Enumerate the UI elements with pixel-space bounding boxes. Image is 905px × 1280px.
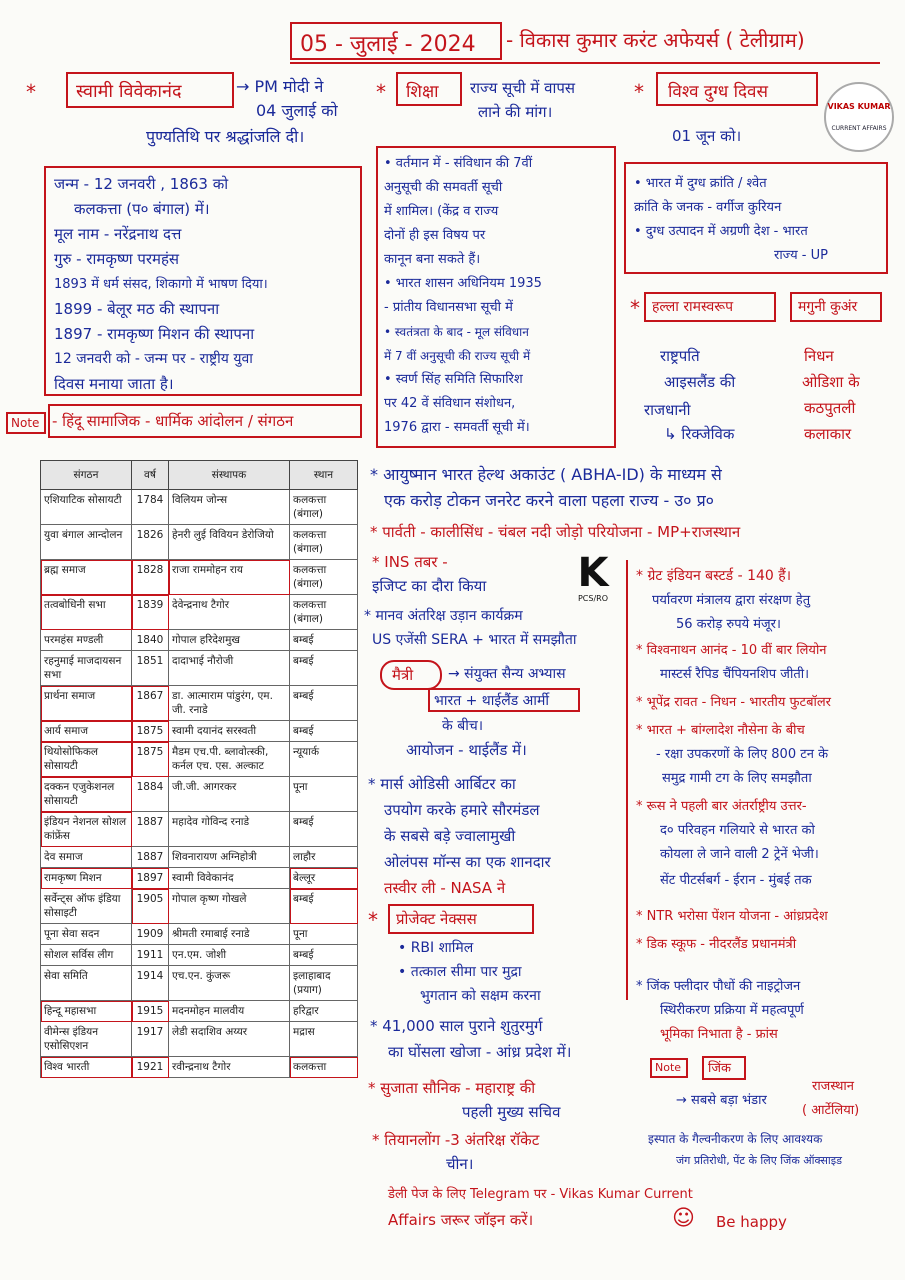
table-cell: सोशल सर्विस लीग — [41, 945, 132, 966]
table-cell: 1839 — [132, 595, 169, 630]
zinc-note-label: Note — [655, 1061, 682, 1074]
table-header-row — [41, 461, 358, 490]
table-row — [41, 945, 358, 966]
vivekanand-line: कलकत्ता (प० बंगाल) में। — [74, 200, 210, 218]
table-cell: रहनुमाई माजदायसन सभा — [41, 651, 132, 686]
shiksha-line: अनुसूची की समवर्ती सूची — [384, 180, 503, 195]
milk-line: राज्य - UP — [774, 248, 828, 263]
shiksha-line: • वर्तमान में - संविधान की 7वीं — [384, 156, 533, 171]
vivekanand-lines — [54, 172, 268, 397]
bustard-line-3: 56 करोड़ रुपये मंजूर। — [676, 617, 781, 632]
note-label-box — [6, 412, 46, 434]
table-cell: जी.जी. आगरकर — [169, 777, 290, 812]
table-cell: शिवनारायण अग्निहोत्री — [169, 847, 290, 868]
milk-date: 01 जून को। — [672, 127, 742, 145]
note-text: - हिंदू सामाजिक - धार्मिक आंदोलन / संगठन — [52, 412, 294, 430]
table-cell: बम्बई — [290, 630, 358, 651]
space-line-2: US एजेंसी SERA + भारत में समझौता — [372, 632, 577, 648]
table-cell: राजा राममोहन राय — [169, 560, 290, 595]
halla-heading: हल्ला रामस्वरूप — [652, 299, 734, 315]
note-label: Note — [11, 416, 40, 430]
table-cell: लाहौर — [290, 847, 358, 868]
table-cell: प्रार्थना समाज — [41, 686, 132, 721]
shiksha-heading: शिक्षा — [406, 82, 439, 102]
star-icon: * — [26, 80, 36, 104]
mars-line-4: ओलंपस मॉन्स का एक शानदार — [384, 853, 551, 871]
table-cell: दक्कन एजुकेशनल सोसायटी — [41, 777, 132, 812]
milk-lines — [634, 172, 828, 268]
vivekanand-details-box — [44, 166, 362, 396]
shiksha-line: पर 42 वें संविधान संशोधन, — [384, 396, 516, 411]
vivekanand-line: गुरु - रामकृष्ण परमहंस — [54, 250, 180, 268]
sujata-line-2: पहली मुख्य सचिव — [462, 1103, 561, 1121]
table-cell: कलकत्ता (बंगाल) — [290, 490, 358, 525]
mars-line-3: के सबसे बड़े ज्वालामुखी — [384, 827, 516, 845]
tiyan-line-1: * तियानलोंग -3 अंतरिक्ष रॉकेट — [372, 1131, 540, 1149]
table-cell: 1884 — [132, 777, 169, 812]
vivekanand-heading: स्वामी विवेकानंद — [76, 81, 182, 102]
table-body — [41, 490, 358, 1078]
zinc-note-line-1: → सबसे बड़ा भंडार — [676, 1093, 767, 1108]
milk-line: क्रांति के जनक - वर्गीज कुरियन — [634, 200, 782, 215]
shiksha-line: 1976 द्वारा - समवर्ती सूची में। — [384, 420, 530, 435]
zinc-note-line-5: जंग प्रतिरोधी, पेंट के लिए जिंक ऑक्साइड — [676, 1154, 843, 1167]
table-cell: 1887 — [132, 812, 169, 847]
milk-heading-box — [656, 72, 818, 106]
zinc-line-2: स्थिरीकरण प्रक्रिया में महत्वपूर्ण — [660, 1003, 804, 1018]
star-icon: * — [634, 80, 644, 104]
russia-line-2: द० परिवहन गलियारे से भारत को — [660, 823, 815, 838]
zinc-note-line-4: इस्पात के गैल्वनीकरण के लिए आवश्यक — [648, 1132, 823, 1146]
halla-line-1: राष्ट्रपति — [660, 347, 700, 365]
maitree-line-4: आयोजन - थाईलैंड में। — [406, 741, 527, 759]
table-cell: बम्बई — [290, 889, 358, 924]
table-row — [41, 966, 358, 1001]
table-cell: कलकत्ता (बंगाल) — [290, 595, 358, 630]
organizations-table — [40, 460, 358, 1078]
zinc-note-label-box — [650, 1058, 688, 1078]
title-underline — [290, 62, 880, 64]
table-row — [41, 686, 358, 721]
table-cell: कलकत्ता (बंगाल) — [290, 525, 358, 560]
table-cell: स्वामी दयानंद सरस्वती — [169, 721, 290, 742]
ntr-line: * NTR भरोसा पेंशन योजना - आंध्रप्रदेश — [636, 909, 828, 924]
halla-line-3: राजधानी — [644, 401, 691, 419]
table-cell: 1921 — [132, 1057, 169, 1078]
magni-heading: मगुनी कुअंर — [798, 299, 858, 315]
note-text-box — [48, 404, 362, 438]
table-cell: मैडम एच.पी. ब्लावोत्स्की, कर्नल एच. एस. अल्काट — [169, 742, 290, 777]
table-cell: सर्वेन्ट्स ऑफ इंडिया सोसाइटी — [41, 889, 132, 924]
zinc-note-line-3: ( आर्टेलिया) — [802, 1103, 860, 1118]
table-header: संस्थापक — [169, 461, 290, 490]
table-cell: परमहंस मण्डली — [41, 630, 132, 651]
nexus-line-1: • RBI शामिल — [398, 940, 474, 956]
table-cell: डा. आत्माराम पांडुरंग, एम. जी. रनाडे — [169, 686, 290, 721]
table-row — [41, 924, 358, 945]
table-row — [41, 595, 358, 630]
table-cell: पूना सेवा सदन — [41, 924, 132, 945]
logo-line-1: VIKAS KUMAR — [827, 102, 891, 111]
vivekanand-line: 1899 - बेलूर मठ की स्थापना — [54, 300, 220, 318]
ostrich-line-1: * 41,000 साल पुराने शुतुरमुर्ग — [370, 1017, 543, 1035]
parvati-line: * पार्वती - कालीसिंध - चंबल नदी जोड़ो परियोजना - MP+राजस्थान — [370, 523, 741, 541]
shiksha-arrow-1: राज्य सूची में वापस — [470, 79, 576, 97]
table-row — [41, 1001, 358, 1022]
shiksha-line: दोनों ही इस विषय पर — [384, 228, 486, 243]
table-cell: महादेव गोविन्द रनाडे — [169, 812, 290, 847]
table-header: संगठन — [41, 461, 132, 490]
vivekanand-line: मूल नाम - नरेंद्रनाथ दत्त — [54, 225, 182, 243]
navy-line-3: समुद्र गामी टग के लिए समझौता — [662, 771, 812, 786]
vivekanand-line: जन्म - 12 जनवरी , 1863 को — [54, 175, 229, 193]
table-cell: रवीन्द्रनाथ टैगोर — [169, 1057, 290, 1078]
table-cell: 1851 — [132, 651, 169, 686]
table-cell: देवेन्द्रनाथ टैगोर — [169, 595, 290, 630]
table-cell: 1875 — [132, 742, 169, 777]
russia-line-3: कोयला ले जाने वाली 2 ट्रेनें भेजी। — [660, 847, 819, 862]
table-cell: 1887 — [132, 847, 169, 868]
shiksha-line: कानून बना सकते हैं। — [384, 252, 481, 267]
be-happy: Be happy — [716, 1213, 787, 1231]
table-cell: थियोसोफिकल सोसायटी — [41, 742, 132, 777]
shiksha-lines — [384, 152, 542, 440]
table-row — [41, 525, 358, 560]
table-row — [41, 1022, 358, 1057]
ostrich-line-2: का घोंसला खोजा - आंध्र प्रदेश में। — [388, 1043, 572, 1061]
magni-line-4: कलाकार — [804, 425, 852, 443]
table-row — [41, 490, 358, 525]
table-cell: तत्वबोधिनी सभा — [41, 595, 132, 630]
russia-line-4: सेंट पीटर्सबर्ग - ईरान - मुंबई तक — [660, 873, 812, 888]
table-cell: 1909 — [132, 924, 169, 945]
table-cell: वीमेन्स इंडियन एसोसिएशन — [41, 1022, 132, 1057]
smile-icon: ☺ — [672, 1206, 695, 1231]
bustard-line-1: * ग्रेट इंडियन बस्टर्ड - 140 हैं। — [636, 568, 792, 584]
logo-line-2: CURRENT AFFAIRS — [831, 125, 887, 132]
maitree-line-1: → संयुक्त सैन्य अभ्यास — [448, 666, 566, 682]
table-cell: एन.एम. जोशी — [169, 945, 290, 966]
date-text: 05 - जुलाई - 2024 — [300, 32, 476, 57]
navy-line-1: * भारत + बांग्लादेश नौसेना के बीच — [636, 723, 805, 738]
maitree-label: मैत्री — [392, 666, 414, 684]
table-row — [41, 847, 358, 868]
table-row — [41, 1057, 358, 1078]
shiksha-arrow-2: लाने की मांग। — [478, 103, 553, 121]
halla-heading-box — [644, 292, 776, 322]
zinc-line-3: भूमिका निभाता है - फ्रांस — [660, 1027, 778, 1042]
table-cell: हिन्दू महासभा — [41, 1001, 132, 1022]
table-cell: एशियाटिक सोसायटी — [41, 490, 132, 525]
table-cell: मद्रास — [290, 1022, 358, 1057]
table-cell: 1875 — [132, 721, 169, 742]
zinc-line-1: * जिंक फ्लीदार पौधों की नाइट्रोजन — [636, 979, 801, 994]
navy-line-2: - रक्षा उपकरणों के लिए 800 टन के — [656, 747, 829, 762]
table-cell: मदनमोहन मालवीय — [169, 1001, 290, 1022]
table-cell: कलकत्ता — [290, 1057, 358, 1078]
ins-line-2: इजिप्ट का दौरा किया — [372, 577, 487, 595]
table-cell: हरिद्वार — [290, 1001, 358, 1022]
table-row — [41, 812, 358, 847]
space-line-1: * मानव अंतरिक्ष उड़ान कार्यक्रम — [364, 608, 523, 624]
dick-line: * डिक स्कूफ - नीदरलैंड प्रधानमंत्री — [636, 937, 797, 952]
nexus-heading: प्रोजेक्ट नेक्सस — [396, 910, 477, 928]
mars-line-2: उपयोग करके हमारे सौरमंडल — [384, 801, 540, 819]
table-cell: बम्बई — [290, 812, 358, 847]
table-cell: रामकृष्ण मिशन — [41, 868, 132, 889]
table-cell: गोपाल कृष्ण गोखले — [169, 889, 290, 924]
table-cell: स्वामी विवेकानंद — [169, 868, 290, 889]
table-cell: इंडियन नेशनल सोशल कांफ्रेंस — [41, 812, 132, 847]
maitree-line-3: के बीच। — [442, 718, 484, 734]
pcs-watermark — [570, 552, 616, 603]
abha-line-2: एक करोड़ टोकन जनरेट करने वाला पहला राज्य - उ० प्र० — [384, 491, 714, 510]
nexus-line-3: भुगतान को सक्षम करना — [420, 988, 541, 1004]
table-cell: 1914 — [132, 966, 169, 1001]
table-cell: पूना — [290, 777, 358, 812]
table-cell: एच.एन. कुंजरू — [169, 966, 290, 1001]
table-row — [41, 560, 358, 595]
vivekanand-line: 1897 - रामकृष्ण मिशन की स्थापना — [54, 325, 255, 343]
table-cell: 1828 — [132, 560, 169, 595]
mars-line-1: * मार्स ओडिसी आर्बिटर का — [368, 775, 516, 793]
table-cell: 1840 — [132, 630, 169, 651]
table-cell: युवा बंगाल आन्दोलन — [41, 525, 132, 560]
russia-line-1: * रूस ने पहली बार अंतर्राष्ट्रीय उत्तर- — [636, 799, 807, 814]
halla-line-2: आइसलैंड की — [664, 373, 736, 391]
table-row — [41, 777, 358, 812]
magni-line-2: ओडिशा के — [802, 373, 860, 391]
table-cell: लेडी सदाशिव अय्यर — [169, 1022, 290, 1057]
table-cell: 1917 — [132, 1022, 169, 1057]
vivekanand-arrow-3: पुण्यतिथि पर श्रद्धांजलि दी। — [146, 127, 305, 146]
vivekanand-line: दिवस मनाया जाता है। — [54, 375, 174, 393]
sujata-line-1: * सुजाता सौनिक - महाराष्ट्र की — [368, 1079, 536, 1097]
maitree-label-box — [380, 660, 442, 690]
vivekanand-heading-box — [66, 72, 234, 108]
table-cell: ब्रह्म समाज — [41, 560, 132, 595]
shiksha-line: • स्वतंत्रता के बाद - मूल संविधान — [384, 325, 529, 339]
date-box — [290, 22, 502, 60]
ins-line-1: * INS तबर - — [372, 553, 448, 571]
maitree-line-2: भारत + थाईलैंड आर्मी — [434, 693, 549, 709]
table-row — [41, 742, 358, 777]
table-cell: 1784 — [132, 490, 169, 525]
halla-line-4: ↳ रिक्जेविक — [664, 425, 735, 443]
column-divider — [626, 560, 628, 1000]
table-cell: विलियम जोन्स — [169, 490, 290, 525]
star-icon: * — [630, 296, 640, 320]
shiksha-line: - प्रांतीय विधानसभा सूची में — [384, 300, 513, 315]
vivekanand-line: 12 जनवरी को - जन्म पर - राष्ट्रीय युवा — [54, 351, 253, 367]
shiksha-heading-box — [396, 72, 462, 106]
vivekanand-line: 1893 में धर्म संसद, शिकागो में भाषण दिया। — [54, 277, 268, 292]
milk-details-box — [624, 162, 888, 274]
table-cell: हेनरी लुई विवियन डेरोजियो — [169, 525, 290, 560]
table-cell: इलाहाबाद (प्रयाग) — [290, 966, 358, 1001]
mars-line-5: तस्वीर ली - NASA ने — [384, 879, 506, 897]
table-cell: न्यूयार्क — [290, 742, 358, 777]
table-cell: पूना — [290, 924, 358, 945]
shiksha-line: • स्वर्ण सिंह समिति सिफारिश — [384, 372, 523, 387]
zinc-note-line-2: राजस्थान — [812, 1079, 855, 1094]
table-cell: देव समाज — [41, 847, 132, 868]
table-row — [41, 651, 358, 686]
vivekanand-arrow-2: 04 जुलाई को — [256, 101, 338, 120]
zinc-heading-box — [702, 1056, 746, 1080]
table-cell: बम्बई — [290, 686, 358, 721]
table-row — [41, 630, 358, 651]
table-cell: 1867 — [132, 686, 169, 721]
anand-line-2: मास्टर्स रैपिड चैंपियनशिप जीती। — [660, 667, 810, 682]
table-cell: बम्बई — [290, 651, 358, 686]
table-cell: सेवा समिति — [41, 966, 132, 1001]
shiksha-line: में शामिल। (केंद्र व राज्य — [384, 204, 499, 219]
magni-heading-box — [790, 292, 882, 322]
abha-line-1: * आयुष्मान भारत हेल्थ अकाउंट ( ABHA-ID) के माध्यम से — [370, 465, 722, 484]
table-cell: बम्बई — [290, 721, 358, 742]
table-cell: 1897 — [132, 868, 169, 889]
nexus-heading-box — [388, 904, 534, 934]
nexus-line-2: • तत्काल सीमा पार मुद्रा — [398, 964, 522, 980]
table-cell: गोपाल हरिदेशमुख — [169, 630, 290, 651]
telegram-line-1: डेली पेज के लिए Telegram पर - Vikas Kumar Current — [388, 1187, 693, 1202]
star-icon: * — [368, 908, 378, 932]
shiksha-line: • भारत शासन अधिनियम 1935 — [384, 276, 542, 291]
magni-line-1: निधन — [804, 347, 834, 365]
rawat-line: * भूपेंद्र रावत - निधन - भारतीय फुटबॉलर — [636, 695, 831, 710]
table-cell: 1911 — [132, 945, 169, 966]
table-cell: आर्य समाज — [41, 721, 132, 742]
shiksha-line: में 7 वीं अनुसूची की राज्य सूची में — [384, 349, 531, 363]
table-row — [41, 889, 358, 924]
watermark-text: PCS/RO — [577, 594, 609, 603]
zinc-heading: जिंक — [708, 1061, 731, 1076]
vivekanand-arrow-1: → PM मोदी ने — [236, 77, 324, 96]
watermark-mark: K — [577, 550, 609, 596]
table-cell: दादाभाई नौरोजी — [169, 651, 290, 686]
table-cell: श्रीमती रमाबाई रनाडे — [169, 924, 290, 945]
table-cell: 1905 — [132, 889, 169, 924]
page-title: - विकास कुमार करंट अफेयर्स ( टेलीग्राम) — [506, 28, 805, 52]
shiksha-details-box — [376, 146, 616, 448]
table-row — [41, 721, 358, 742]
table-header: स्थान — [290, 461, 358, 490]
table-cell: कलकत्ता (बंगाल) — [290, 560, 358, 595]
table-cell: बम्बई — [290, 945, 358, 966]
table-row — [41, 868, 358, 889]
table-cell: 1915 — [132, 1001, 169, 1022]
table-cell: बेल्लूर — [290, 868, 358, 889]
milk-heading: विश्व दुग्ध दिवस — [668, 82, 768, 102]
table-cell: विश्व भारती — [41, 1057, 132, 1078]
vikas-kumar-logo — [824, 82, 894, 152]
anand-line-1: * विश्वनाथन आनंद - 10 वीं बार लियोन — [636, 643, 827, 658]
tiyan-line-2: चीन। — [446, 1155, 474, 1173]
magni-line-3: कठपुतली — [804, 399, 856, 417]
bustard-line-2: पर्यावरण मंत्रालय द्वारा संरक्षण हेतु — [652, 593, 811, 608]
maitree-box — [428, 688, 580, 712]
table-cell: 1826 — [132, 525, 169, 560]
star-icon: * — [376, 80, 386, 104]
milk-line: • भारत में दुग्ध क्रांति / श्वेत — [634, 176, 767, 191]
table-header: वर्ष — [132, 461, 169, 490]
milk-line: • दुग्ध उत्पादन में अग्रणी देश - भारत — [634, 224, 808, 239]
telegram-line-2: Affairs जरूर जॉइन करें। — [388, 1211, 534, 1229]
